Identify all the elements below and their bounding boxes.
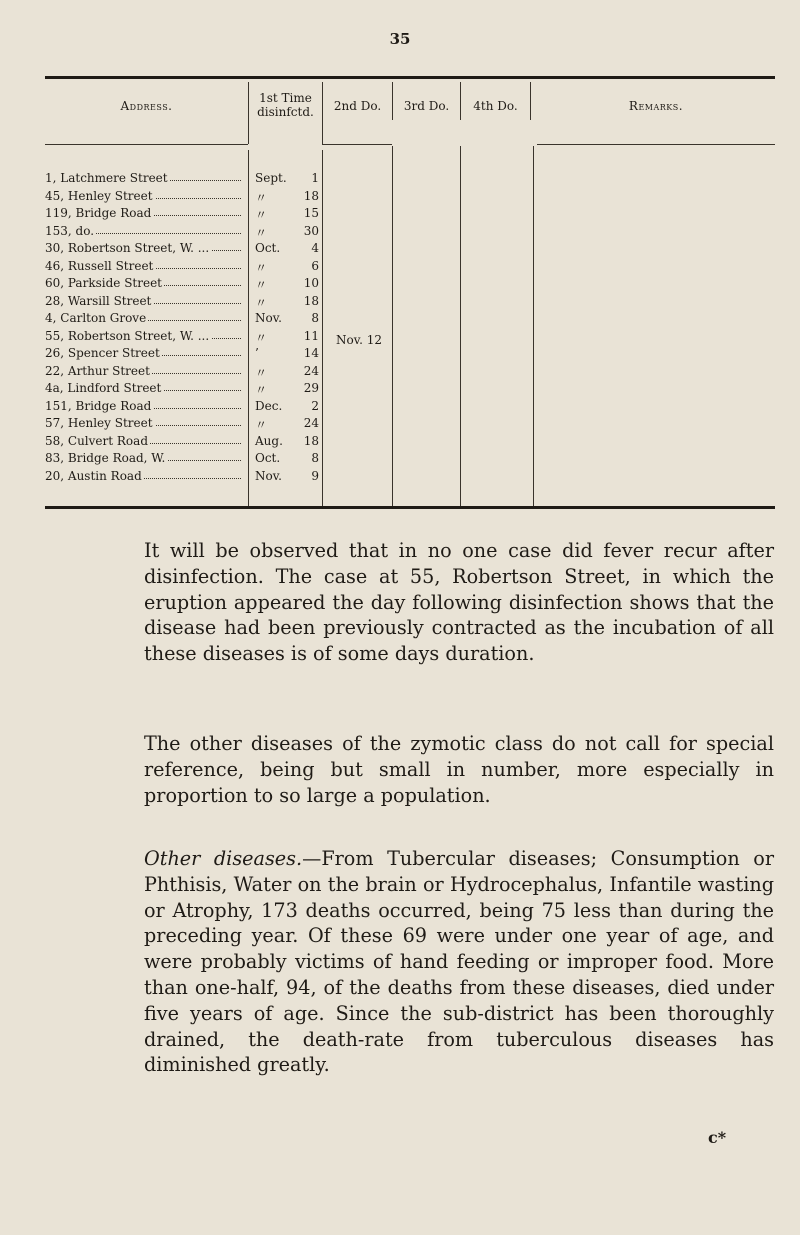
- row-month: 〃: [255, 208, 268, 222]
- row-address-text: 151, Bridge Road: [45, 398, 152, 413]
- row-address: [45, 416, 241, 430]
- header-remarks: Remarks.: [628, 99, 684, 113]
- header-second: 2nd Do.: [333, 99, 382, 113]
- row-address: [45, 434, 241, 448]
- row-address: [45, 171, 241, 185]
- row-address-text: 57, Henley Street: [45, 416, 153, 430]
- header-first-time: 1st Time disinfctd.: [257, 91, 314, 119]
- row-address-text: 46, Russell Street: [45, 258, 154, 273]
- row-day: 4: [311, 241, 319, 255]
- row-address-text: 20, Austin Road: [45, 468, 142, 483]
- row-address: [45, 329, 241, 343]
- row-address-text: 28, Warsill Street: [45, 293, 152, 308]
- paragraph-zymotic-diseases: The other diseases of the zymotic class do not call for special reference, being but small in number, more especially in proportion to so large a population.: [144, 732, 774, 807]
- row-day: 29: [303, 381, 319, 395]
- row-month: 〃: [255, 225, 268, 240]
- row-address: [45, 276, 241, 290]
- table-row: [45, 434, 775, 451]
- table-row: [45, 399, 775, 416]
- row-month: 〃: [255, 260, 268, 275]
- table-row: [45, 416, 775, 433]
- row-address-text: 119, Bridge Road: [45, 206, 152, 220]
- row-day: 14: [303, 346, 319, 360]
- row-address: [45, 381, 241, 395]
- row-address-text: 1, Latchmere Street: [45, 171, 168, 185]
- row-address-text: 55, Robertson Street, W. ...: [45, 328, 210, 343]
- table-row: [45, 294, 775, 311]
- row-month: 〃: [255, 295, 268, 310]
- row-address: [45, 451, 241, 465]
- table-row: [45, 206, 775, 223]
- row-month: 〃: [255, 365, 268, 380]
- row-address-text: 26, Spencer Street: [45, 346, 160, 360]
- row-address-text: 58, Culvert Road: [45, 433, 148, 448]
- table-row: [45, 276, 775, 293]
- row-address: [45, 399, 241, 413]
- table-row: [45, 189, 775, 206]
- row-day: 11: [303, 328, 319, 343]
- table-row: [45, 259, 775, 276]
- row-day: 18: [303, 433, 319, 448]
- paragraph-fever-recurrence: It will be observed that in no one case did fever recur after disinfection. The case at 55, Robertson Street, in which the eruption appeared the day following disinfection shows that the disease had been previously contracted as the incubation of all these diseases is of some days duration.: [144, 539, 774, 666]
- table-row: [45, 451, 775, 468]
- row-address-text: 4a, Lindford Street: [45, 381, 162, 395]
- row-address: [45, 311, 241, 325]
- row-month: Dec.: [255, 398, 283, 413]
- table-row: [45, 311, 775, 328]
- table-row: [45, 171, 775, 188]
- row-address: [45, 241, 241, 255]
- table-row: [45, 381, 775, 398]
- row-month: Aug.: [255, 433, 283, 448]
- row-month: Oct.: [255, 241, 281, 255]
- table-row: [45, 241, 775, 258]
- column-divider: [322, 82, 323, 144]
- table-row: [45, 469, 775, 486]
- row-day: 15: [303, 206, 319, 220]
- row-month: 〃: [255, 330, 268, 345]
- row-address-text: 60, Parkside Street: [45, 276, 162, 290]
- row-day: 18: [303, 188, 319, 203]
- column-divider: [530, 82, 531, 120]
- row-month: Oct.: [255, 451, 281, 465]
- row-address-text: 4, Carlton Grove: [45, 311, 147, 325]
- row-month: 〃: [255, 278, 268, 292]
- table-top-rule: [45, 76, 775, 79]
- row-address-text: 153, do.: [45, 223, 95, 238]
- row-month: Sept.: [255, 171, 287, 185]
- page-number: 35: [389, 30, 411, 48]
- header-underline: [45, 144, 248, 145]
- row-month: 〃: [255, 418, 268, 432]
- table-bottom-rule: [45, 506, 775, 509]
- row-address: [45, 469, 241, 483]
- row-address: [45, 294, 241, 308]
- row-address-text: 83, Bridge Road, W.: [45, 451, 166, 465]
- row-day: 18: [303, 293, 319, 308]
- other-diseases-text: —From Tubercular diseases; Consumption or Phthisis, Water on the brain or Hydrocephalus, Infantile wasting or Atrophy, 173 deaths occurred, being 75 less than during the preceding year. Of these 69 were under one year of age, and were probably victims of hand feeding or improper food. More than one-half, 94, of the deaths from these diseases, died under five years of age. Since the sub-district has been thoroughly drained, the death-rate from tuberculous diseases has diminished greatly.: [144, 847, 774, 1077]
- header-third: 3rd Do.: [403, 99, 450, 113]
- row-address-text: 45, Henley Street: [45, 188, 153, 203]
- row-day: 8: [311, 451, 319, 465]
- row-day: 1: [311, 171, 319, 185]
- header-underline: [537, 144, 775, 145]
- row-day: 8: [311, 311, 319, 325]
- row-address-text: 30, Robertson Street, W. ...: [45, 241, 210, 255]
- header-underline: [322, 144, 392, 145]
- row-day: 9: [311, 468, 319, 483]
- row-month: ’: [255, 346, 259, 360]
- row-address: [45, 206, 241, 220]
- header-fourth: 4th Do.: [473, 99, 518, 113]
- table-row: [45, 224, 775, 241]
- row-day: 6: [311, 258, 319, 273]
- paragraph-other-diseases: [144, 846, 774, 1078]
- row-day: 24: [303, 363, 319, 378]
- row-day: 10: [303, 276, 319, 290]
- second-time-entry: Nov. 12: [336, 333, 382, 347]
- other-diseases-heading: Other diseases.: [144, 847, 303, 870]
- signature-mark: c*: [708, 1128, 727, 1147]
- row-address: [45, 189, 241, 203]
- row-address: [45, 364, 241, 378]
- row-address-text: 22, Arthur Street: [45, 363, 150, 378]
- row-address: [45, 346, 241, 360]
- row-month: 〃: [255, 383, 268, 397]
- row-month: 〃: [255, 190, 268, 205]
- row-day: 2: [311, 398, 319, 413]
- row-day: 30: [303, 223, 319, 238]
- table-row: [45, 346, 775, 363]
- disinfection-table: [45, 76, 775, 512]
- table-row: [45, 364, 775, 381]
- row-month: Nov.: [255, 468, 282, 483]
- header-address: Address.: [120, 99, 173, 113]
- row-address: [45, 224, 241, 238]
- row-month: Nov.: [255, 311, 282, 325]
- row-address: [45, 259, 241, 273]
- row-day: 24: [303, 416, 319, 430]
- table-row: [45, 329, 775, 346]
